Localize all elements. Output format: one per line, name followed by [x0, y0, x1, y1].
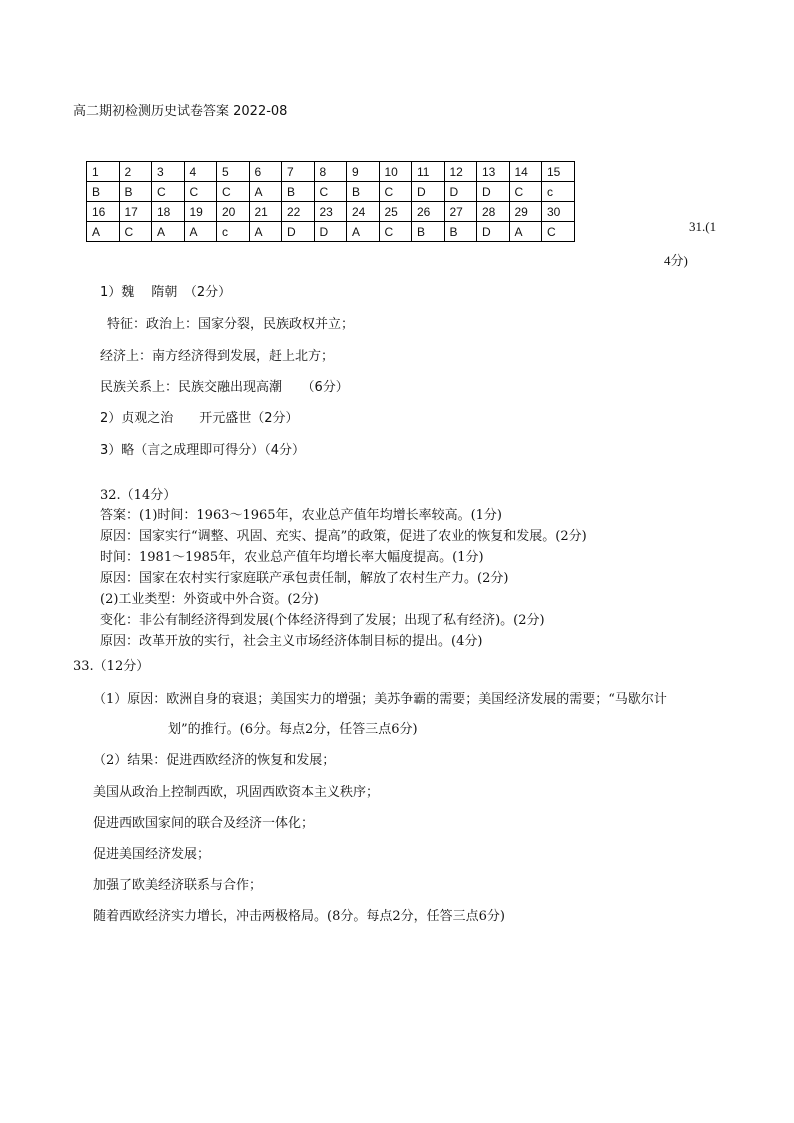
q32-answer-line: 答案：(1)时间：1963～1965年，农业总产值年均增长率较高。(1分)	[100, 508, 502, 523]
answer-table-cell: C	[119, 222, 152, 242]
answer-table-cell: 17	[119, 202, 152, 222]
q33-answer-line: （2）结果：促进西欧经济的恢复和发展；	[93, 753, 336, 768]
q32-answer-line: 原因：国家实行“调整、巩固、充实、提高”的政策，促进了农业的恢复和发展。(2分)	[100, 529, 587, 544]
answer-table-cell: B	[412, 222, 445, 242]
q31-heading-part2: 4分)	[664, 253, 688, 268]
answer-table	[86, 161, 575, 242]
q33-answer-line: 随着西欧经济实力增长，冲击两极格局。(8分。每点2分，任答三点6分)	[93, 909, 505, 924]
answer-table-cell: C	[314, 182, 347, 202]
q31-answer-line: 1）魏 隋朝 （2分）	[100, 285, 232, 300]
answer-table-cell: 20	[217, 202, 250, 222]
answer-table-cell: 21	[249, 202, 282, 222]
answer-table-row	[87, 162, 575, 182]
answer-table-cell: 15	[542, 162, 575, 182]
answer-table-cell: D	[314, 222, 347, 242]
answer-table-row	[87, 182, 575, 202]
answer-table-cell: 4	[184, 162, 217, 182]
answer-table-row	[87, 202, 575, 222]
q33-answer-line: 划”的推行。(6分。每点2分，任答三点6分)	[168, 722, 418, 737]
answer-table-cell: D	[444, 182, 477, 202]
q32-answer-line: 时间：1981～1985年，农业总产值年均增长率大幅度提高。(1分)	[100, 550, 484, 565]
q33-heading: 33.（12分）	[73, 659, 150, 674]
page-title: 高二期初检测历史试卷答案 2022-08	[73, 104, 288, 119]
answer-table-cell: B	[444, 222, 477, 242]
q31-heading-part1: 31.(1	[689, 219, 717, 234]
answer-table-cell: 12	[444, 162, 477, 182]
answer-table-cell: 29	[509, 202, 542, 222]
answer-table-cell: 22	[282, 202, 315, 222]
answer-table-cell: 28	[477, 202, 510, 222]
answer-table-cell: A	[249, 222, 282, 242]
answer-table-cell: A	[184, 222, 217, 242]
answer-table-cell: 16	[87, 202, 120, 222]
answer-table-cell: 18	[152, 202, 185, 222]
answer-table-cell: c	[542, 182, 575, 202]
answer-table-cell: c	[217, 222, 250, 242]
q31-answer-line: 2）贞观之治 开元盛世（2分）	[100, 411, 299, 426]
answer-table-row	[87, 222, 575, 242]
answer-table-cell: D	[477, 222, 510, 242]
answer-table-cell: 1	[87, 162, 120, 182]
answer-table-cell: 5	[217, 162, 250, 182]
answer-table-cell: 25	[379, 202, 412, 222]
answer-table-cell: 19	[184, 202, 217, 222]
answer-table-cell: D	[412, 182, 445, 202]
answer-table-cell: D	[282, 222, 315, 242]
answer-table-cell: B	[347, 182, 380, 202]
answer-table-cell: A	[347, 222, 380, 242]
answer-table-cell: 30	[542, 202, 575, 222]
answer-table-cell: C	[379, 222, 412, 242]
answer-table-cell: A	[87, 222, 120, 242]
answer-table-cell: B	[282, 182, 315, 202]
answer-table-cell: A	[509, 222, 542, 242]
answer-table-cell: 3	[152, 162, 185, 182]
q31-answer-line: 特征：政治上：国家分裂，民族政权并立；	[107, 317, 355, 332]
answer-table-cell: 14	[509, 162, 542, 182]
answer-table-cell: 9	[347, 162, 380, 182]
answer-table-cell: 11	[412, 162, 445, 182]
q31-answer-line: 经济上：南方经济得到发展，赶上北方；	[100, 349, 335, 364]
q33-answer-line: 美国从政治上控制西欧，巩固西欧资本主义秩序；	[93, 785, 380, 800]
answer-table-cell: 24	[347, 202, 380, 222]
answer-table-cell: 10	[379, 162, 412, 182]
answer-table-cell: C	[152, 182, 185, 202]
answer-table-cell: A	[249, 182, 282, 202]
q33-answer-line: 促进美国经济发展；	[93, 847, 211, 862]
answer-table-cell: 8	[314, 162, 347, 182]
answer-table-cell: C	[509, 182, 542, 202]
q32-answer-line: 原因：国家在农村实行家庭联产承包责任制，解放了农村生产力。(2分)	[100, 571, 509, 586]
answer-table-cell: C	[379, 182, 412, 202]
q33-answer-line: （1）原因：欧洲自身的衰退；美国实力的增强；美苏争霸的需要；美国经济发展的需要；“马歇尔计	[93, 692, 667, 707]
answer-table-cell: 2	[119, 162, 152, 182]
answer-table-cell: B	[119, 182, 152, 202]
answer-table-cell: 27	[444, 202, 477, 222]
answer-table-cell: B	[87, 182, 120, 202]
answer-table-cell: C	[542, 222, 575, 242]
answer-table-cell: C	[184, 182, 217, 202]
q33-answer-line: 促进西欧国家间的联合及经济一体化；	[93, 816, 315, 831]
q32-heading: 32.（14分）	[100, 488, 177, 503]
answer-table-cell: 13	[477, 162, 510, 182]
q31-answer-line: 民族关系上：民族交融出现高潮 （6分）	[100, 380, 349, 395]
answer-table-cell: A	[152, 222, 185, 242]
answer-table-cell: C	[217, 182, 250, 202]
q31-answer-line: 3）略（言之成理即可得分）（4分）	[100, 443, 306, 458]
answer-table-cell: 7	[282, 162, 315, 182]
answer-table-cell: 6	[249, 162, 282, 182]
q32-answer-line: 原因：改革开放的实行，社会主义市场经济体制目标的提出。(4分)	[100, 634, 483, 649]
q33-answer-line: 加强了欧美经济联系与合作；	[93, 878, 263, 893]
q32-answer-line: (2)工业类型：外资或中外合资。(2分)	[100, 592, 319, 607]
answer-table-cell: 26	[412, 202, 445, 222]
answer-table-cell: D	[477, 182, 510, 202]
answer-table-cell: 23	[314, 202, 347, 222]
q32-answer-line: 变化：非公有制经济得到发展(个体经济得到了发展；出现了私有经济)。(2分)	[100, 613, 545, 628]
